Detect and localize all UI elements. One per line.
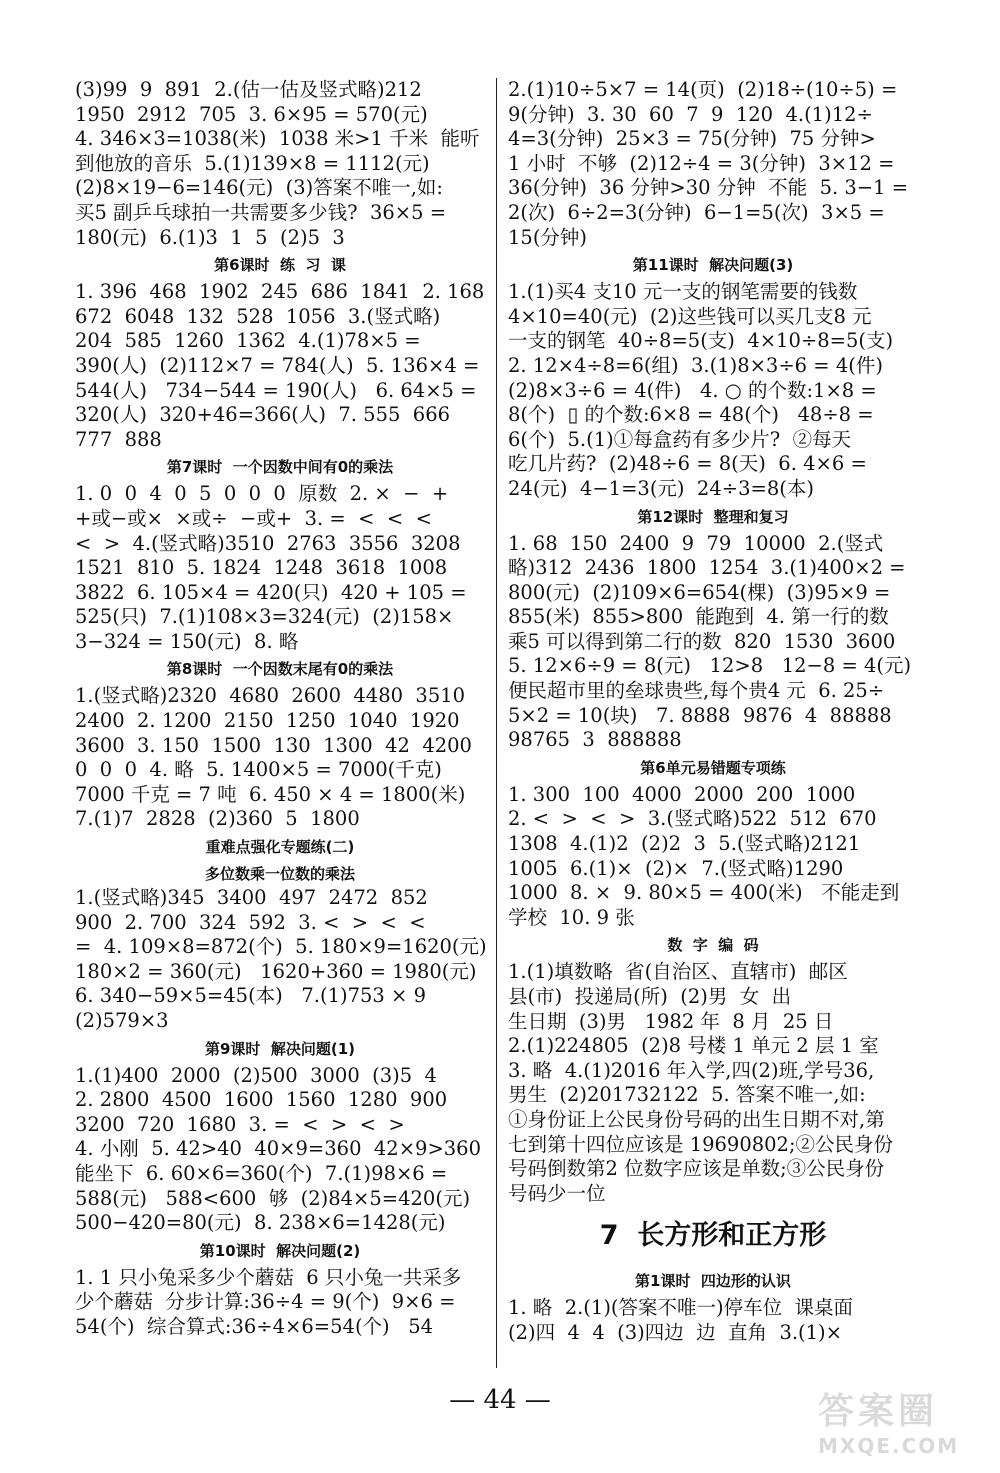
answer-line: 3600 3. 150 1500 130 1300 42 4200 [75,733,472,757]
answer-line: 9(分钟) 3. 30 60 7 9 120 4.(1)12÷ [508,102,873,126]
answer-line: 4. 小刚 5. 42>40 40×9=360 42×9>360 [75,1137,481,1161]
answer-line: < > 4.(竖式略)3510 2763 3556 3208 [75,531,461,555]
answer-line: 1. 68 150 2400 9 79 10000 2.(竖式 [508,531,884,555]
answer-line: 390(人) (2)112×7 = 784(人) 5. 136×4 = [75,353,480,377]
answer-line: 54(个) 综合算式:36÷4×6=54(个) 54 [75,1314,434,1338]
answer-line: 98765 3 888888 [508,728,682,752]
answer-line: 588(元) 588<600 够 (2)84×5=420(元) [75,1186,471,1210]
section-heading: 第10课时 解决问题(2) [199,1241,361,1260]
answer-line: 生日期 (3)男 1982 年 8 月 25 日 [508,1009,834,1033]
section-heading: 第1课时 四边形的认识 [635,1272,791,1291]
answer-line: 1950 2912 705 3. 6×95 = 570(元) [75,102,428,126]
answer-line: 2. < > < > 3.(竖式略)522 512 670 [508,807,877,831]
answer-line: 2400 2. 1200 2150 1250 1040 1920 [75,709,460,733]
answer-line: 到他放的音乐 5.(1)139×8 = 1112(元) [75,151,430,175]
answer-line: 县(市) 投递局(所) (2)男 女 出 [508,985,792,1008]
section-heading: 第9课时 解决问题(1) [204,1039,356,1058]
answer-line: (2)四 4 4 (3)四边 边 直角 3.(1)× [508,1320,843,1344]
answer-line: 1308 4.(1)2 (2)2 3 5.(竖式略)2121 [508,832,861,856]
answer-line: 180×2 = 360(元) 1620+360 = 1980(元) [75,959,477,983]
answer-line: 6(个) 5.(1)①每盒药有多少片? ②每天 [508,427,852,451]
answer-line: 1.(竖式略)2320 4680 2600 4480 3510 [75,684,466,708]
answer-line: 略)312 2436 1800 1254 3.(1)400×2 = [508,556,906,580]
answer-line: (2)8×3÷6 = 4(件) 4. ○ 的个数:1×8 = [508,378,877,402]
answer-line: 6. 340−59×5=45(本) 7.(1)753 × 9 [75,984,426,1008]
answer-line: 525(只) 7.(1)108×3=324(元) (2)158× [75,605,454,629]
answer-line: 能坐下 6. 60×6=360(个) 7.(1)98×6 = [75,1161,448,1185]
answer-line: 36(分钟) 36 分钟>30 分钟 不能 5. 3−1 = [508,176,909,200]
answer-line: 4. 346×3=1038(米) 1038 米>1 千米 能听 [75,127,480,151]
answer-line: 2.(1)224805 (2)8 号楼 1 单元 2 层 1 室 [508,1034,879,1058]
answer-line: 3−324 = 150(元) 8. 略 [75,629,299,653]
answer-line: 2(次) 6÷2=3(分钟) 6−1=5(次) 3×5 = [508,200,885,224]
answer-line: 320(人) 320+46=366(人) 7. 555 666 [75,403,451,427]
watermark-logo [818,1383,988,1465]
answer-line: 吃几片药? (2)48÷6 = 8(天) 6. 4×6 = [508,452,867,476]
answer-line: 7000 千克 = 7 吨 6. 450 × 4 = 1800(米) [75,782,466,806]
section-heading: 第6单元易错题专项练 [640,758,786,777]
answer-line: 5. 12×6÷9 = 8(元) 12>8 12−8 = 4(元) [508,654,912,678]
answer-line: 204 585 1260 1362 4.(1)78×5 = [75,329,421,353]
answer-line: 1.(竖式略)345 3400 497 2472 852 [75,886,428,910]
answer-line: 七到第十四位应该是 19690802;②公民身份 [508,1132,894,1156]
column-divider [496,78,497,1368]
answer-line: 1. 300 100 4000 2000 200 1000 [508,782,856,806]
left-column [75,78,485,1340]
answer-line: 1. 略 2.(1)(答案不唯一)停车位 课桌面 [508,1296,854,1320]
watermark-text: 答案圈 [818,1391,939,1432]
answer-line: 乘5 可以得到第二行的数 820 1530 3600 [508,629,896,653]
section-heading: 第8课时 一个因数末尾有0的乘法 [166,660,394,679]
answer-line: 24(元) 4−1=3(元) 24÷3=8(本) [508,476,814,500]
answer-line: 1005 6.(1)× (2)× 7.(竖式略)1290 [508,856,844,880]
answer-line: 1. 0 0 4 0 5 0 0 0 原数 2. × − + [75,482,449,506]
answer-line: 1 小时 不够 (2)12÷4 = 3(分钟) 3×12 = [508,151,895,175]
section-heading: 重难点强化专题练(二) [205,838,355,857]
answer-line: 777 888 [75,427,162,451]
answer-line: 1000 8. × 9. 80×5 = 400(米) 不能走到 [508,881,900,905]
answer-line: 7.(1)7 2828 (2)360 5 1800 [75,807,360,831]
answer-line: 500−420=80(元) 8. 238×6=1428(元) [75,1211,446,1235]
section-heading: 第12课时 整理和复习 [637,507,789,526]
answer-line: 买5 副乒乓球拍一共需要多少钱? 36×5 = [75,200,447,224]
answer-line: 1. 1 只小兔采多少个蘑菇 6 只小兔一共采多 [75,1265,462,1289]
answer-line: 一支的钢笔 40÷8=5(支) 4×10÷8=5(支) [508,329,894,353]
answer-line: 2. 12×4÷8=6(组) 3.(1)8×3÷6 = 4(件) [508,353,883,377]
answer-line: 学校 10. 9 张 [508,905,635,929]
answer-line: 2.(1)10÷5×7 = 14(页) (2)18÷(10÷5) = [508,78,898,101]
answer-line: 3. 略 4.(1)2016 年入学,四(2)班,学号36, [508,1058,875,1082]
answer-line: 1.(1)买4 支10 元一支的钢笔需要的钱数 [508,280,858,304]
section-heading: 第11课时 解决问题(3) [632,256,794,275]
answer-line: 180(元) 6.(1)3 1 5 (2)5 3 [75,225,345,249]
right-column [508,78,918,1346]
answer-line: 便民超市里的垒球贵些,每个贵4 元 6. 25÷ [508,679,885,703]
answer-line: 15(分钟) [508,225,588,249]
answer-line: (2)8×19−6=146(元) (3)答案不唯一,如: [75,176,443,200]
answer-line: 号码少一位 [508,1181,606,1205]
answer-line: +或−或× ×或÷ −或+ 3. = < < < [75,506,432,530]
answer-line: = 4. 109×8=872(个) 5. 180×9=1620(元) [75,935,487,959]
section-heading: 第6课时 练 习 课 [214,256,346,275]
answer-line: 4=3(分钟) 25×3 = 75(分钟) 75 分钟> [508,127,876,151]
answer-line: (2)579×3 [75,1009,169,1032]
answer-line: 8(个) ▯ 的个数:6×8 = 48(个) 48÷8 = [508,403,874,427]
answer-line: 1521 810 5. 1824 1248 3618 1008 [75,556,448,580]
section-subheading: 多位数乘一位数的乘法 [204,865,355,884]
answer-line: 0 0 0 4. 略 5. 1400×5 = 7000(千克) [75,758,442,782]
answer-line: 3200 720 1680 3. = < > < > [75,1112,405,1136]
answer-line: 1.(1)填数略 省(自治区、直辖市) 邮区 [508,960,848,984]
answer-line: 4×10=40(元) (2)这些钱可以买几支8 元 [508,304,872,328]
answer-line: 少个蘑菇 分步计算:36÷4 = 9(个) 9×6 = [75,1290,456,1314]
answer-line: 3822 6. 105×4 = 420(只) 420 + 105 = [75,580,467,604]
answer-line: 1. 396 468 1902 245 686 1841 2. 168 [75,280,485,304]
answer-line: 672 6048 132 528 1056 3.(竖式略) [75,304,441,328]
answer-line: 男生 (2)201732122 5. 答案不唯一,如: [508,1083,866,1107]
answer-line: (3)99 9 891 2.(估一估及竖式略)212 [75,78,422,101]
answer-line: 800(元) (2)109×6=654(棵) (3)95×9 = [508,580,891,604]
chapter-title: 7 长方形和正方形 [599,1220,827,1252]
answer-line: 855(米) 855>800 能跑到 4. 第一行的数 [508,605,889,629]
answer-line: 544(人) 734−544 = 190(人) 6. 64×5 = [75,378,477,402]
section-heading: 第7课时 一个因数中间有0的乘法 [166,458,394,477]
answer-line: 2. 2800 4500 1600 1560 1280 900 [75,1088,448,1112]
answer-line: 1.(1)400 2000 (2)500 3000 (3)5 4 [75,1063,437,1087]
page-number: — 44 — [449,1385,551,1415]
answer-line: 号码倒数第2 位数字应该是单数;③公民身份 [508,1157,885,1181]
watermark-url: MXQE.COM [818,1434,960,1458]
section-heading: 数 字 编 码 [667,936,759,955]
answer-line: 900 2. 700 324 592 3. < > < < [75,910,426,934]
answer-line: ①身份证上公民身份号码的出生日期不对,第 [508,1107,885,1131]
answer-line: 5×2 = 10(块) 7. 8888 9876 4 88888 [508,703,892,727]
